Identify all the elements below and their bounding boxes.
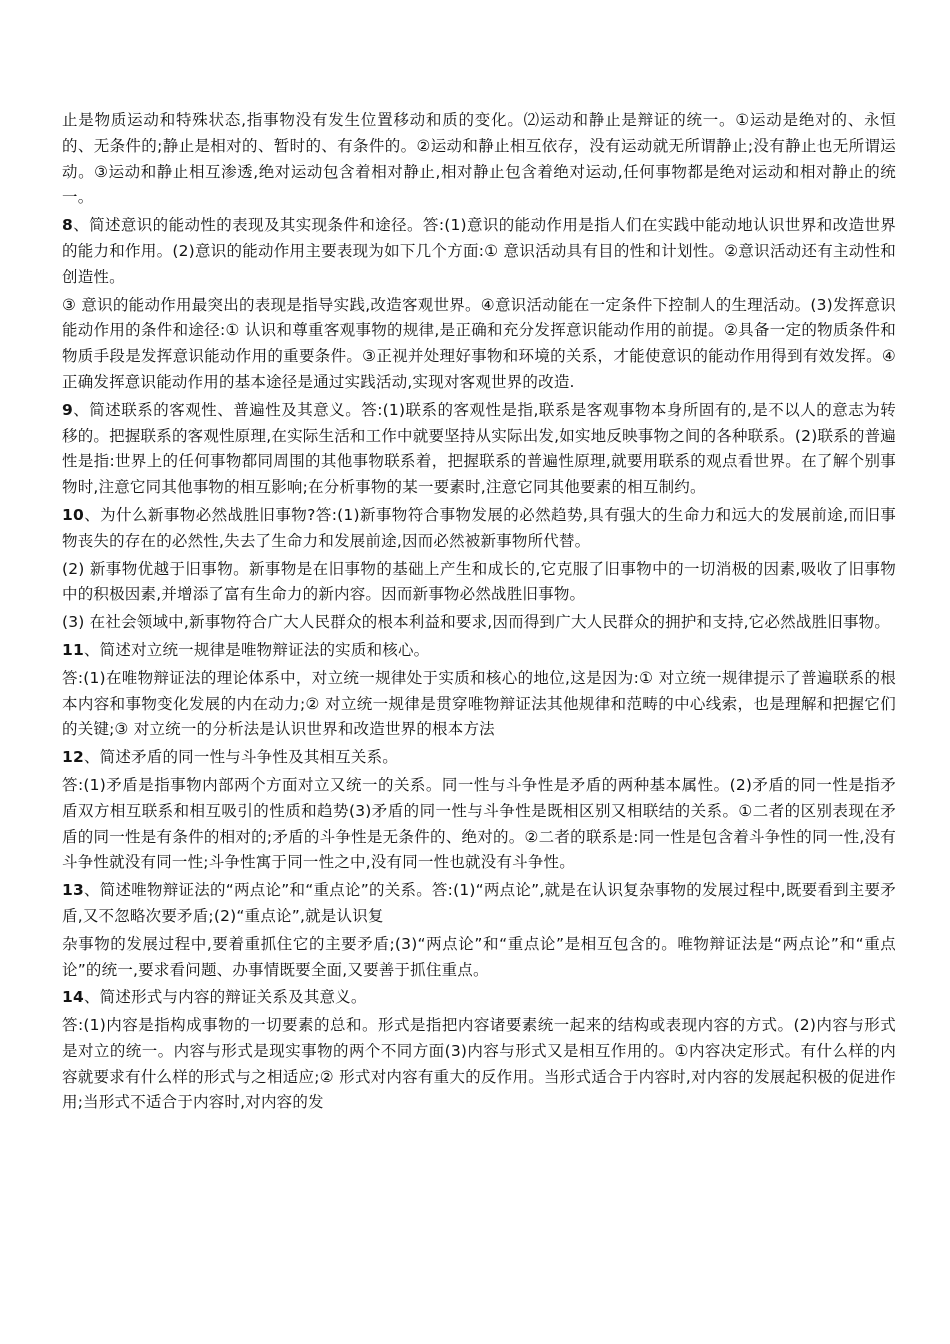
- paragraph-text: ③ 意识的能动作用最突出的表现是指导实践,改造客观世界。④意识活动能在一定条件下控制人的生理活动。(3)发挥意识能动作用的条件和途径:① 认识和尊重客观事物的规律,是正确和充分发挥意识能动作用的前提。②具备一定的物质条件和物质手段是发挥意识能动作用的重要条件。③正视并处理好事物和环境的关系，才能使意识的能动作用得到有效发挥。④正确发挥意识能动作用的基本途径是通过实践活动,实现对客观世界的改造.: [62, 295, 896, 391]
- paragraph-text: 、简述矛盾的同一性与斗争性及其相互关系。: [83, 748, 398, 767]
- paragraph-text: 、为什么新事物必然战胜旧事物?答:(1)新事物符合事物发展的必然趋势,具有强大的生命力和远大的发展前途,而旧事物丧失的存在的必然性,失去了生命力和发展前途,因而必然被新事物所代替。: [62, 505, 896, 550]
- paragraph-text: 杂事物的发展过程中,要着重抓住它的主要矛盾;(3)“两点论”和“重点论”是相互包含的。唯物辩证法是“两点论”和“重点论”的统一,要求看问题、办事情既要全面,又要善于抓住重点。: [62, 934, 896, 979]
- question-14-answer: [62, 1013, 896, 1116]
- question-8-continued: [62, 293, 896, 396]
- question-11-answer: [62, 666, 896, 743]
- paragraph-text: 答:(1)内容是指构成事物的一切要素的总和。形式是指把内容诸要素统一起来的结构或表现内容的方式。(2)内容与形式是对立的统一。内容与形式是现实事物的两个不同方面(3)内容与形式又是相互作用的。①内容决定形式。有什么样的内容就要求有什么样的形式与之相适应;② 形式对内容有重大的反作用。当形式适合于内容时,对内容的发展起积极的促进作用;当形式不适合于内容时,对内容的发: [62, 1016, 896, 1112]
- question-number: 11: [62, 640, 84, 659]
- paragraph-text: 答:(1)在唯物辩证法的理论体系中，对立统一规律处于实质和核心的地位,这是因为:① 对立统一规律提示了普遍联系的根本内容和事物变化发展的内在动力;② 对立统一规律是贯穿唯物辩证法其他规律和范畴的中心线索，也是理解和把握它们的关键;③ 对立统一的分析法是认识世界和改造世界的根本方法: [62, 668, 896, 739]
- paragraph-text: 、简述形式与内容的辩证关系及其意义。: [83, 988, 367, 1007]
- paragraph-continuation: [62, 108, 896, 211]
- question-12: [62, 745, 896, 771]
- question-8: [62, 213, 896, 290]
- question-number: 8: [62, 216, 73, 235]
- question-10: [62, 503, 896, 555]
- question-9: [62, 398, 896, 501]
- paragraph-text: 、简述对立统一规律是唯物辩证法的实质和核心。: [83, 640, 430, 659]
- question-13-continued: [62, 932, 896, 984]
- question-13: [62, 878, 896, 930]
- paragraph-text: 、简述唯物辩证法的“两点论”和“重点论”的关系。答:(1)“两点论”,就是在认识复杂事物的发展过程中,既要看到主要矛盾,又不忽略次要矛盾;(2)“重点论”,就是认识复: [62, 881, 896, 925]
- question-number: 14: [62, 988, 84, 1007]
- paragraph-text: 止是物质运动和特殊状态,指事物没有发生位置移动和质的变化。⑵运动和静止是辩证的统一。①运动是绝对的、永恒的、无条件的;静止是相对的、暂时的、有条件的。②运动和静止相互依存，没有运动就无所谓静止;没有静止也无所谓运动。③运动和静止相互渗透,绝对运动包含着相对静止,相对静止包含着绝对运动,任何事物都是绝对运动和相对静止的统一。: [62, 111, 896, 207]
- question-11: [62, 638, 896, 664]
- paragraph-text: 答:(1)矛盾是指事物内部两个方面对立又统一的关系。同一性与斗争性是矛盾的两种基本属性。(2)矛盾的同一性是指矛盾双方相互联系和相互吸引的性质和趋势(3)矛盾的同一性与斗争性是既相区别又相联结的关系。①二者的区别表现在矛盾的同一性是有条件的相对的;矛盾的斗争性是无条件的、绝对的。②二者的联系是:同一性是包含着斗争性的同一性,没有斗争性就没有同一性;斗争性寓于同一性之中,没有同一性也就没有斗争性。: [62, 775, 896, 872]
- question-number: 12: [62, 748, 84, 767]
- question-10-point-3: [62, 610, 896, 636]
- question-14: [62, 985, 896, 1011]
- question-12-answer: [62, 773, 896, 876]
- paragraph-text: 、简述意识的能动性的表现及其实现条件和途径。答:(1)意识的能动作用是指人们在实践中能动地认识世界和改造世界的能力和作用。(2)意识的能动作用主要表现为如下几个方面:① 意识活动具有目的性和计划性。②意识活动还有主动性和创造性。: [62, 216, 896, 286]
- paragraph-text: (3) 在社会领域中,新事物符合广大人民群众的根本利益和要求,因而得到广大人民群众的拥护和支持,它必然战胜旧事物。: [62, 613, 891, 632]
- question-number: 13: [62, 881, 84, 900]
- question-number: 9: [62, 400, 73, 419]
- question-10-point-2: [62, 557, 896, 609]
- question-number: 10: [62, 505, 84, 524]
- paragraph-text: 、简述联系的客观性、普遍性及其意义。答:(1)联系的客观性是指,联系是客观事物本身所固有的,是不以人的意志为转移的。把握联系的客观性原理,在实际生活和工作中就要坚持从实际出发,如实地反映事物之间的各种联系。(2)联系的普遍性是指:世界上的任何事物都同周围的其他事物联系着，把握联系的普遍性原理,就要用联系的观点看世界。在了解个别事物时,注意它同其他事物的相互影响;在分析事物的某一要素时,注意它同其他要素的相互制约。: [62, 400, 896, 497]
- paragraph-text: (2) 新事物优越于旧事物。新事物是在旧事物的基础上产生和成长的,它克服了旧事物中的一切消极的因素,吸收了旧事物中的积极因素,并增添了富有生命力的新内容。因而新事物必然战胜旧事物。: [62, 559, 896, 604]
